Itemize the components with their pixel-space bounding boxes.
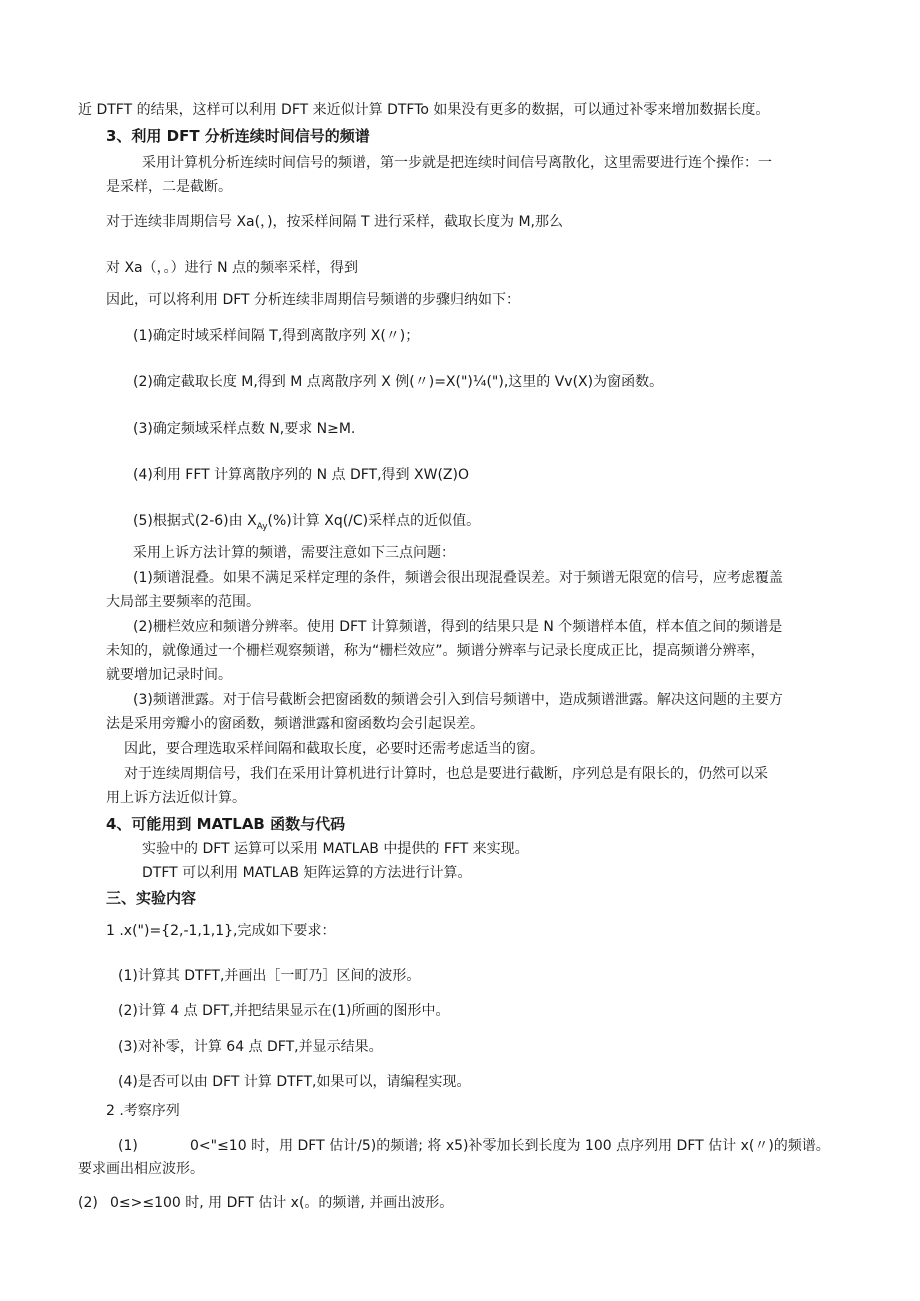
task-1-item-1: (1)计算其 DTFT,并画出［一町乃］区间的波形。 [118,968,421,984]
task-1-item-2: (2)计算 4 点 DFT,并把结果显示在(1)所画的图形中。 [118,1003,450,1019]
step-5-subscript: Ay [256,521,268,532]
issue-3-line-2: 法是采用旁瓣小的窗函数，频谱泄露和窗函数均会引起误差。 [106,716,484,732]
section-3-heading: 3、利用 DFT 分析连续时间信号的频谱 [106,127,370,145]
task-1-heading: 1 .x(")={2,-1,1,1},完成如下要求： [106,923,336,939]
task-2-heading: 2 .考察序列 [106,1103,180,1119]
task-2-item-2-number: (2) [78,1195,98,1211]
matlab-paragraph-1: 实验中的 DFT 运算可以采用 MATLAB 中提供的 FFT 来实现。 [142,841,529,857]
task-1-item-3: (3)对补零，计算 64 点 DFT,并显示结果。 [118,1039,383,1055]
step-3: (3)确定频域采样点数 N,要求 N≥M. [133,421,356,437]
issue-2-line-3: 就要增加记录时间。 [106,667,232,683]
step-2: (2)确定截取长度 M,得到 M 点离散序列 X 例(〃)=X(")¼("),这里的 Vv(X)为窗函数。 [133,374,664,390]
frequency-sampling-paragraph: 对 Xa（，。）进行 N 点的频率采样，得到 [106,260,358,276]
issue-2-line-1: (2)栅栏效应和频谱分辨率。使用 DFT 计算频谱，得到的结果只是 N 个频谱样本值，样本值之间的频谱是 [133,619,783,635]
issues-intro-paragraph: 采用上诉方法计算的频谱，需要注意如下三点问题： [133,545,455,561]
part-3-heading: 三、实验内容 [106,889,197,907]
window-paragraph: 因此，要合理选取采样间隔和截取长度，必要时还需考虑适当的窗。 [124,741,544,757]
periodic-signal-line-2: 用上诉方法近似计算。 [106,790,246,806]
issue-2-line-2: 未知的，就像通过一个栅栏观察频谱，称为“栅栏效应”。频谱分辨率与记录长度成正比，提高频谱分辨率， [106,643,765,659]
section-4-heading: 4、可能用到 MATLAB 函数与代码 [106,815,346,833]
steps-intro-paragraph: 因此，可以将利用 DFT 分析连续非周期信号频谱的步骤归纳如下： [106,292,521,308]
nonperiodic-signal-paragraph: 对于连续非周期信号 Xa(，)，按采样间隔 T 进行采样，截取长度为 M,那么 [106,214,563,230]
intro-paragraph: 近 DTFT 的结果，这样可以利用 DFT 来近似计算 DTFTo 如果没有更多的数据，可以通过补零来增加数据长度。 [78,102,770,118]
step-4: (4)利用 FFT 计算离散序列的 N 点 DFT,得到 XW(Z)O [133,467,469,483]
periodic-signal-line-1: 对于连续周期信号，我们在采用计算机进行计算时，也总是要进行截断，序列总是有限长的，仍然可以采 [124,766,768,782]
step-5-text-start: (5)根据式(2-6)由 X [133,513,257,529]
step-5-text-end: (%)计算 Xq(/C)采样点的近似值。 [267,513,481,529]
issue-3-line-1: (3)频谱泄露。对于信号截断会把窗函数的频谱会引入到信号频谱中，造成频谱泄露。解决这问题的主要方 [133,692,783,708]
step-5 [133,511,480,537]
sampling-paragraph-line-2: 是采样，二是截断。 [106,179,232,195]
task-2-item-2-text: 0≤>≤100 时, 用 DFT 估计 x(。的频谱, 并画出波形。 [110,1195,454,1211]
task-1-item-4: (4)是否可以由 DFT 计算 DTFT,如果可以，请编程实现。 [118,1074,471,1090]
task-2-item-1-number: (1) [118,1138,138,1154]
issue-1-line-1: (1)频谱混叠。如果不满足采样定理的条件，频谱会很出现混叠误差。对于频谱无限宽的信号，应考虑覆盖 [133,570,783,586]
task-2-item-1-continuation: 要求画出相应波形。 [78,1161,204,1177]
task-2-item-1-text: 0<"≤10 时，用 DFT 估计/5)的频谱; 将 x5)补零加长到长度为 100 点序列用 DFT 估计 x(〃)的频谱。 [190,1138,830,1154]
step-1: (1)确定时域采样间隔 T,得到离散序列 X(〃)； [133,328,420,344]
sampling-paragraph-line-1: 采用计算机分析连续时间信号的频谱，第一步就是把连续时间信号离散化，这里需要进行连个操作：一 [142,155,772,171]
issue-1-line-2: 大局部主要频率的范围。 [106,594,260,610]
matlab-paragraph-2: DTFT 可以利用 MATLAB 矩阵运算的方法进行计算。 [142,865,472,881]
